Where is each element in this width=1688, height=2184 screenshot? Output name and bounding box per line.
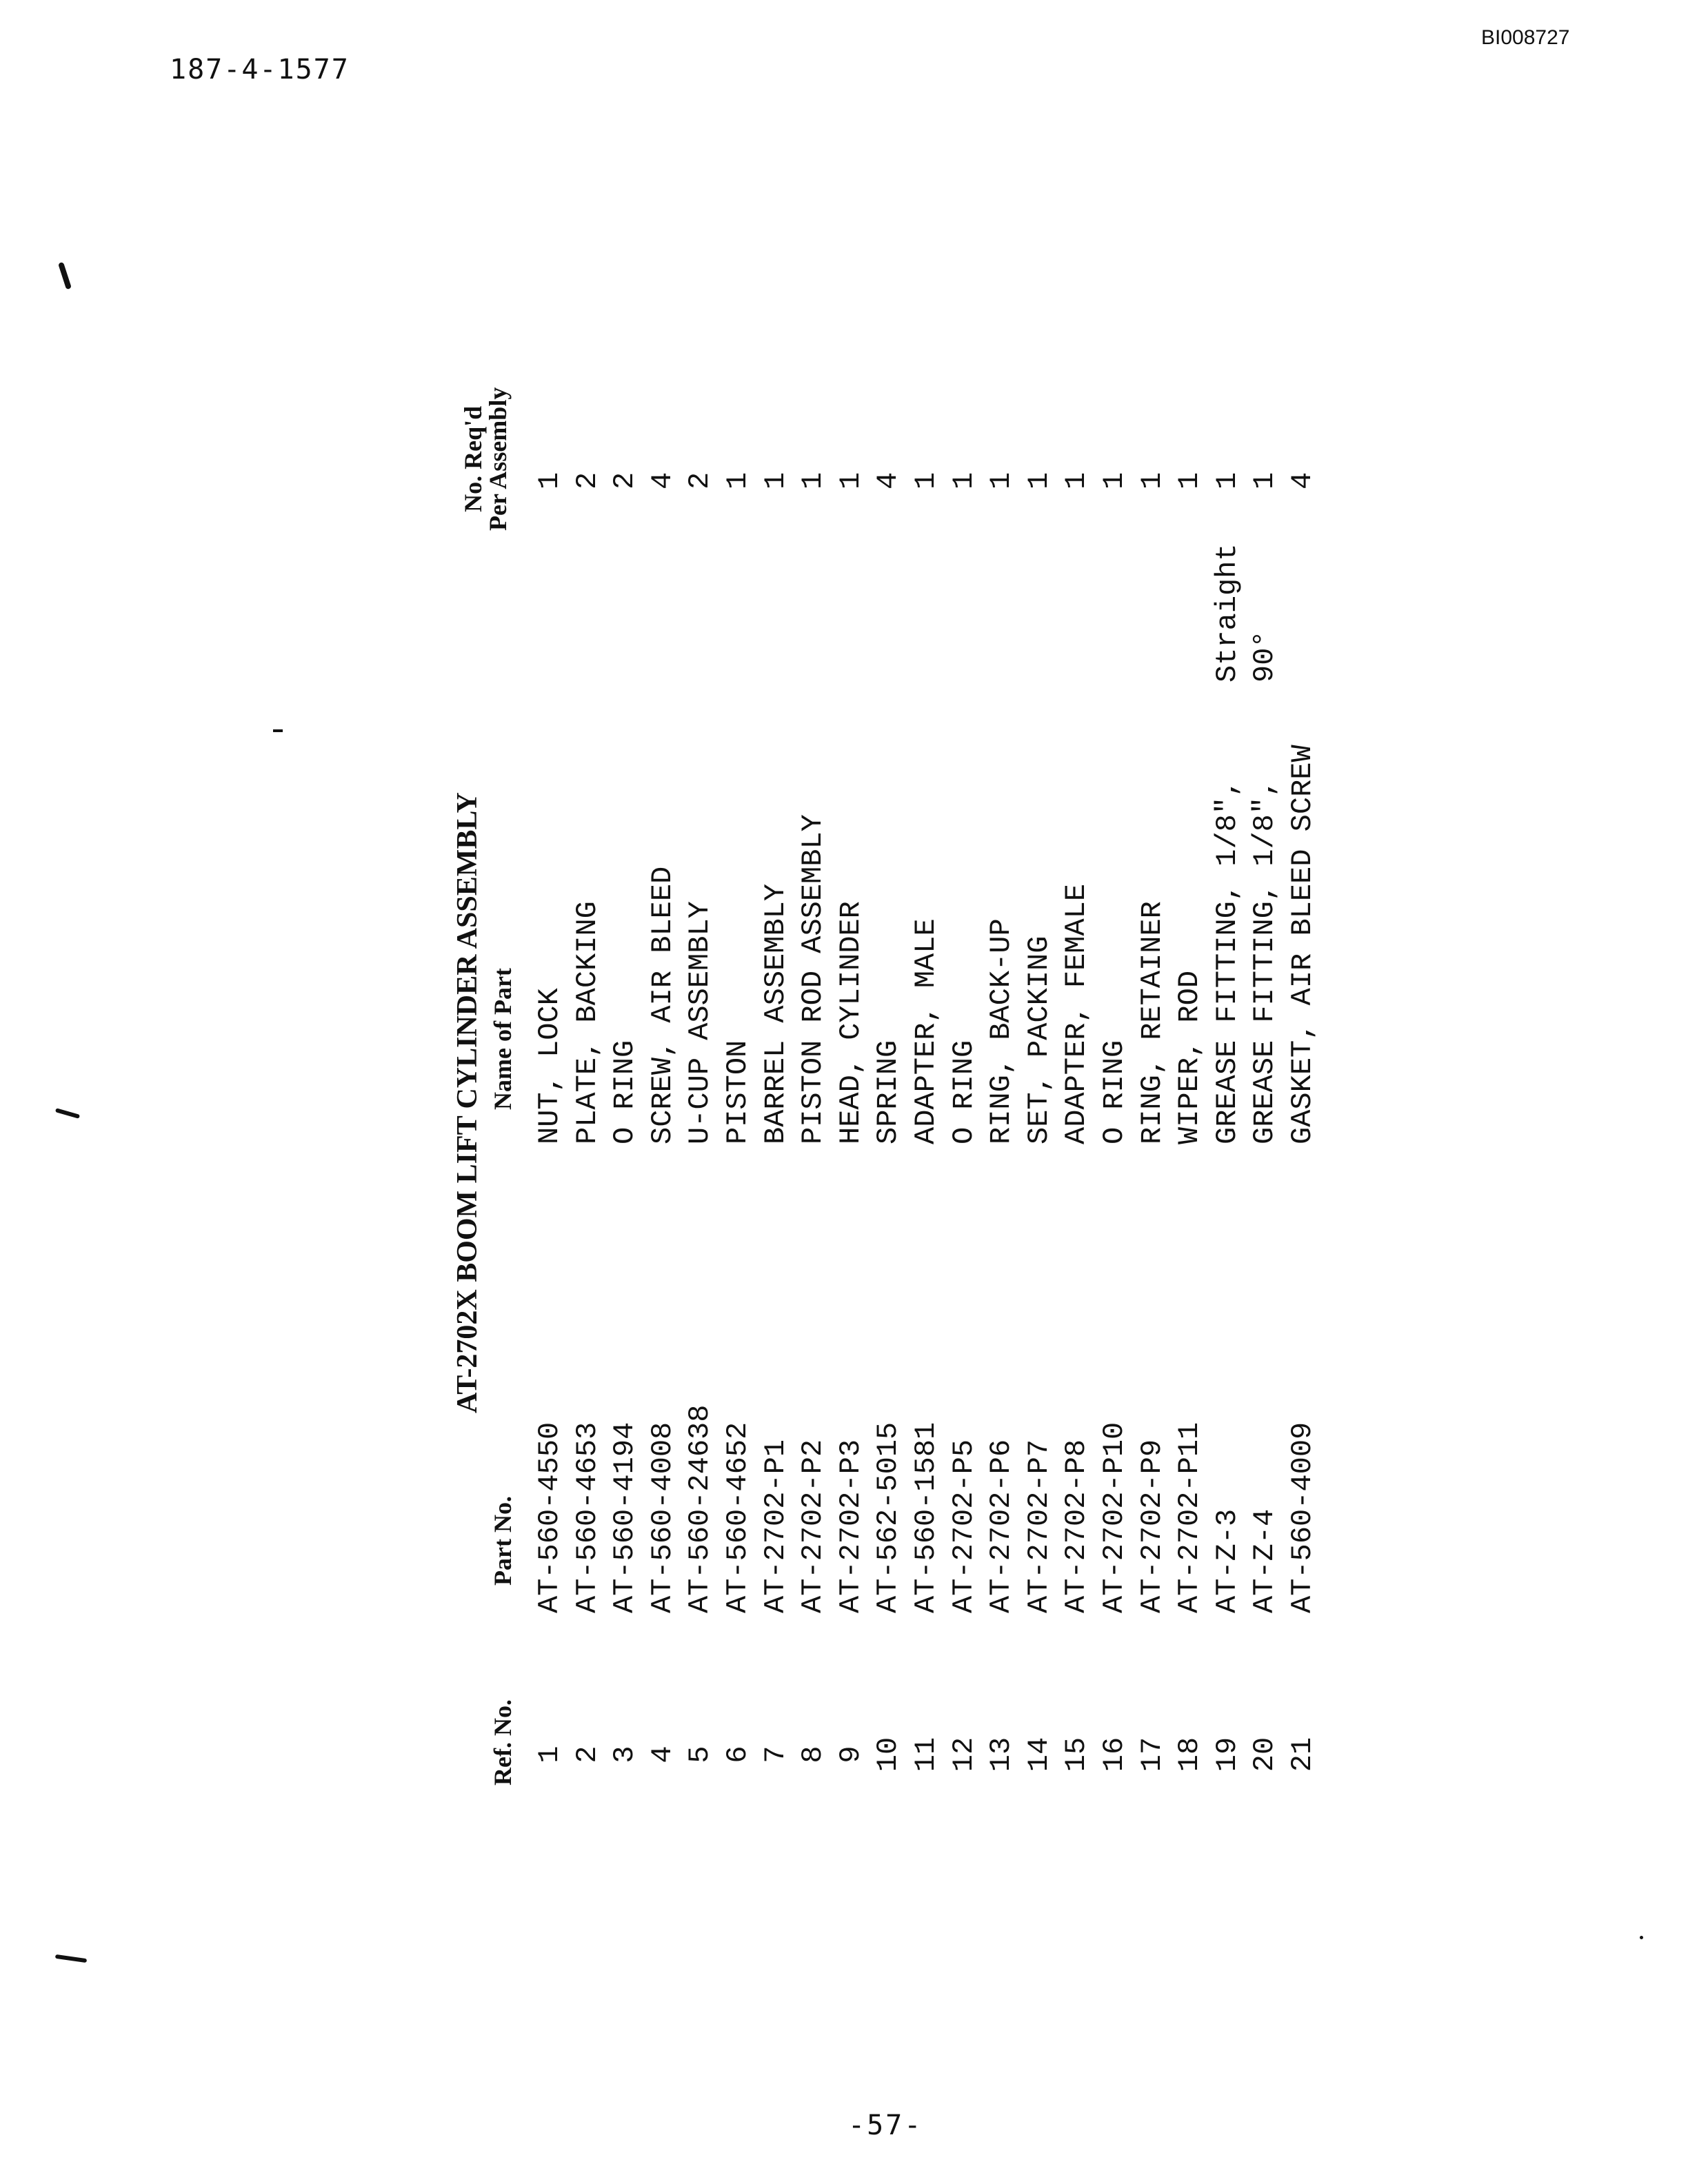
ref-cell: 19	[1210, 1737, 1244, 1772]
part-number-cell: AT-2702-P10	[1097, 1422, 1131, 1613]
quantity-cell: 4	[1285, 472, 1319, 489]
quantity-cell: 2	[683, 472, 717, 489]
quantity-cell: 1	[1022, 472, 1056, 489]
part-number-cell: AT-2702-P11	[1173, 1422, 1207, 1613]
scan-artifact-mark	[58, 262, 72, 290]
part-name-cell: RING, BACK-UP	[985, 918, 1018, 1144]
table-row	[1096, 269, 1134, 1786]
table-row	[1246, 269, 1284, 1786]
quantity-cell: 1	[533, 472, 566, 489]
part-number-cell: AT-560-24638	[683, 1404, 717, 1613]
column-header-part: Part No.	[489, 1496, 516, 1586]
quantity-cell: 1	[834, 472, 867, 489]
ref-cell: 21	[1285, 1737, 1319, 1772]
ref-cell: 9	[834, 1746, 867, 1763]
quantity-cell: 1	[758, 472, 792, 489]
part-name-cell: GASKET, AIR BLEED SCREW	[1285, 745, 1319, 1144]
ref-cell: 8	[796, 1746, 830, 1763]
part-number-cell: AT-2702-P1	[758, 1439, 792, 1613]
part-number-cell: AT-2702-P8	[1060, 1439, 1094, 1613]
ref-cell: 12	[947, 1737, 981, 1772]
quantity-cell: 4	[645, 472, 679, 489]
part-number-cell: AT-2702-P5	[947, 1439, 981, 1613]
part-name-cell: ADAPTER, MALE	[909, 918, 943, 1144]
column-header-qty	[461, 387, 510, 531]
table-row	[1284, 269, 1322, 1786]
part-name-cell: U-CUP ASSEMBLY	[683, 901, 717, 1144]
quantity-cell: 1	[721, 472, 754, 489]
table-row	[719, 269, 757, 1786]
table-row	[606, 269, 644, 1786]
quantity-cell: 2	[570, 472, 604, 489]
part-number-cell: AT-560-4009	[1285, 1422, 1319, 1613]
quantity-cell: 1	[796, 472, 830, 489]
table-row	[945, 269, 983, 1786]
table-row	[1209, 269, 1247, 1786]
ref-cell: 14	[1022, 1737, 1056, 1772]
ref-cell: 1	[533, 1746, 566, 1763]
part-number-cell: AT-Z-3	[1210, 1508, 1244, 1613]
ref-cell: 7	[758, 1746, 792, 1763]
scan-artifact-mark	[55, 1108, 80, 1119]
part-number-cell: AT-560-4653	[570, 1422, 604, 1613]
ref-cell: 18	[1173, 1737, 1207, 1772]
table-row	[1021, 269, 1058, 1786]
page-number: -57-	[848, 2110, 923, 2141]
part-note-cell: 90°	[1248, 630, 1282, 682]
document-code: 187-4-1577	[170, 54, 350, 85]
ref-cell: 13	[985, 1737, 1018, 1772]
table-row	[681, 269, 719, 1786]
table-row	[983, 269, 1021, 1786]
part-name-cell: RING, RETAINER	[1135, 901, 1169, 1144]
table-row	[644, 269, 682, 1786]
part-name-cell: WIPER, ROD	[1173, 970, 1207, 1144]
part-number-cell: AT-560-4194	[608, 1422, 642, 1613]
part-name-cell: PISTON	[721, 1040, 754, 1144]
part-name-cell: GREASE FITTING, 1/8",	[1210, 779, 1244, 1144]
column-header-name: Name of Part	[489, 968, 516, 1110]
part-number-cell: AT-562-5015	[872, 1422, 905, 1613]
part-number-cell: AT-2702-P9	[1135, 1439, 1169, 1613]
ref-cell: 20	[1248, 1737, 1282, 1772]
part-number-cell: AT-2702-P7	[1022, 1439, 1056, 1613]
quantity-cell: 1	[1173, 472, 1207, 489]
table-row	[757, 269, 795, 1786]
part-name-cell: SCREW, AIR BLEED	[645, 866, 679, 1144]
quantity-cell: 1	[1097, 472, 1131, 489]
quantity-cell: 1	[909, 472, 943, 489]
table-row	[870, 269, 907, 1786]
part-number-cell: AT-560-4008	[645, 1422, 679, 1613]
scan-artifact-mark	[1640, 1936, 1643, 1939]
ref-cell: 5	[683, 1746, 717, 1763]
quantity-cell: 1	[947, 472, 981, 489]
quantity-cell: 2	[608, 472, 642, 489]
ref-cell: 10	[872, 1737, 905, 1772]
quantity-cell: 4	[872, 472, 905, 489]
part-number-cell: AT-2702-P3	[834, 1439, 867, 1613]
part-number-cell: AT-2702-P2	[796, 1439, 830, 1613]
quantity-cell: 1	[1060, 472, 1094, 489]
quantity-cell: 1	[1135, 472, 1169, 489]
table-row	[1058, 269, 1096, 1786]
table-row	[832, 269, 870, 1786]
part-name-cell: SPRING	[872, 1040, 905, 1144]
ref-cell: 3	[608, 1746, 642, 1763]
column-header-qty-line1: No. Req'd	[459, 405, 487, 512]
part-number-cell: AT-Z-4	[1248, 1508, 1282, 1613]
part-name-cell: PLATE, BACKING	[570, 901, 604, 1144]
part-name-cell: O RING	[1097, 1040, 1131, 1144]
ref-cell: 11	[909, 1737, 943, 1772]
part-number-cell: AT-560-1581	[909, 1422, 943, 1613]
table-title: AT-2702X BOOM LIFT CYLINDER ASSEMBLY	[452, 792, 483, 1413]
parts-list	[531, 269, 1321, 1786]
rotated-parts-table	[448, 269, 1345, 1786]
table-row	[1171, 269, 1209, 1786]
part-number-cell: AT-2702-P6	[985, 1439, 1018, 1613]
table-row	[794, 269, 832, 1786]
part-name-cell: PISTON ROD ASSEMBLY	[796, 814, 830, 1144]
part-number-cell: AT-560-4652	[721, 1422, 754, 1613]
column-header-ref: Ref. No.	[489, 1699, 516, 1786]
part-name-cell: BARREL ASSEMBLY	[758, 883, 792, 1144]
part-name-cell: GREASE FITTING, 1/8",	[1248, 779, 1282, 1144]
part-name-cell: O RING	[608, 1040, 642, 1144]
part-note-cell: Straight	[1210, 543, 1244, 682]
ref-cell: 4	[645, 1746, 679, 1763]
table-row	[907, 269, 945, 1786]
part-name-cell: HEAD, CYLINDER	[834, 901, 867, 1144]
ref-cell: 16	[1097, 1737, 1131, 1772]
bates-number: BI008727	[1481, 26, 1570, 49]
ref-cell: 17	[1135, 1737, 1169, 1772]
ref-cell: 2	[570, 1746, 604, 1763]
table-row	[569, 269, 607, 1786]
ref-cell: 15	[1060, 1737, 1094, 1772]
scan-artifact-mark	[55, 1954, 87, 1963]
scan-artifact-mark	[273, 729, 283, 732]
table-row	[531, 269, 569, 1786]
part-name-cell: O RING	[947, 1040, 981, 1144]
part-name-cell: ADAPTER, FEMALE	[1060, 883, 1094, 1144]
column-header-qty-line2: Per Assembly	[484, 387, 512, 531]
quantity-cell: 1	[1248, 472, 1282, 489]
quantity-cell: 1	[1210, 472, 1244, 489]
part-name-cell: NUT, LOCK	[533, 988, 566, 1144]
quantity-cell: 1	[985, 472, 1018, 489]
table-row	[1134, 269, 1172, 1786]
ref-cell: 6	[721, 1746, 754, 1763]
part-number-cell: AT-560-4550	[533, 1422, 566, 1613]
part-name-cell: SET, PACKING	[1022, 936, 1056, 1144]
